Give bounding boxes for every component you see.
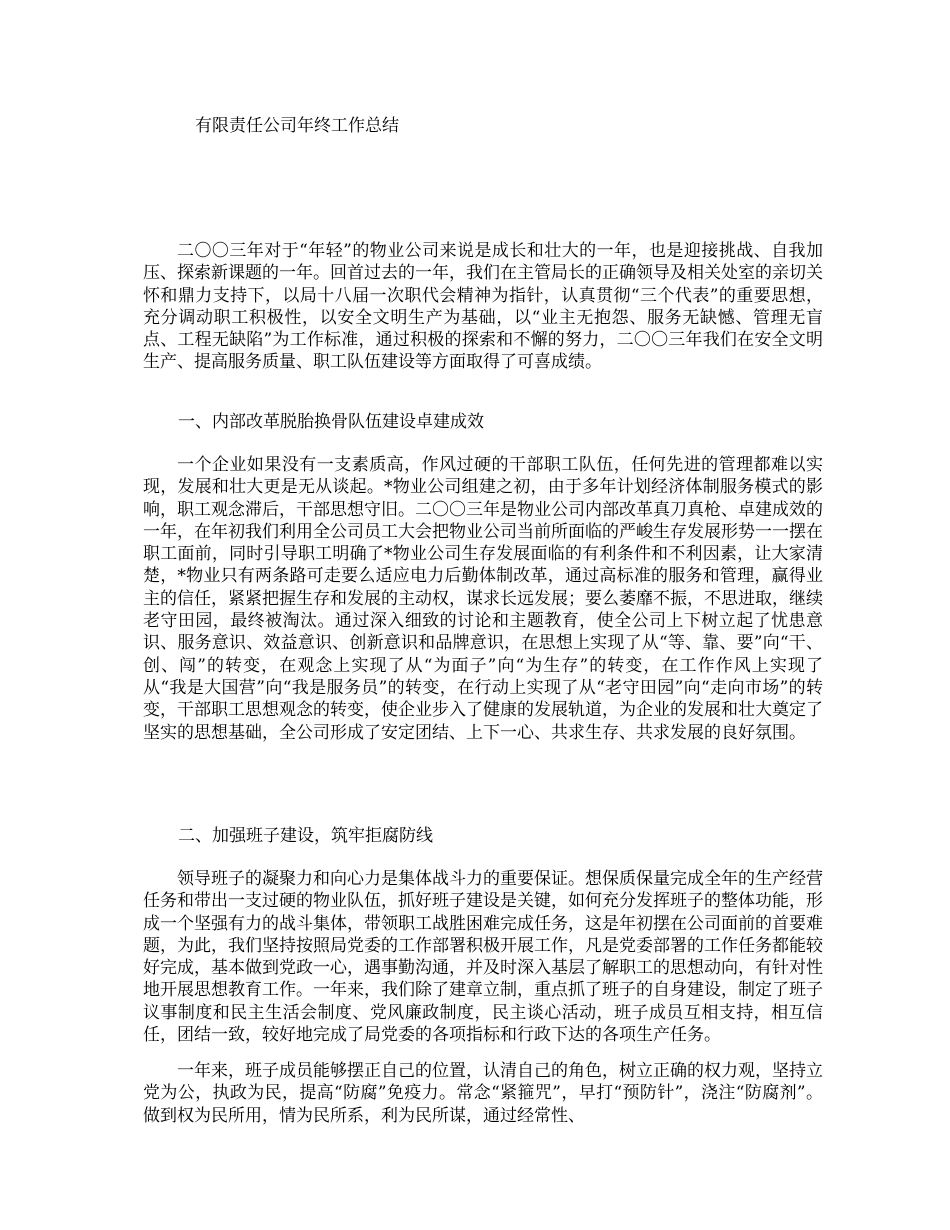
paragraph-section-2-continued: 一年来，班子成员能够摆正自己的位置，认清自己的角色，树立正确的权力观，坚持立党为公，执政为民，提高“防腐”免疫力。常念“紧箍咒”，早打“预防针”，浇注“防腐剂”。做到权为民所用，情为民所系，利为民所谋，通过经常性、 (143, 1061, 823, 1126)
document-title: 有限责任公司年终工作总结 (195, 116, 399, 136)
paragraph-intro: 二〇〇三年对于“年轻”的物业公司来说是成长和壮大的一年，也是迎接挑战、自我加压、探索新课题的一年。回首过去的一年，我们在主管局长的正确领导及相关处室的亲切关怀和鼎力支持下，以局十八届一次职代会精神为指针，认真贯彻“三个代表”的重要思想，充分调动职工积极性，以安全文明生产为基础，以“业主无抱怨、服务无缺憾、管理无盲点、工程无缺陷”为工作标准，通过积极的探索和不懈的努力，二〇〇三年我们在安全文明生产、提高服务质量、职工队伍建设等方面取得了可喜成绩。 (143, 241, 823, 373)
paragraph-section-2: 领导班子的凝聚力和向心力是集体战斗力的重要保证。想保质保量完成全年的生产经营任务和带出一支过硬的物业队伍，抓好班子建设是关键，如何充分发挥班子的整体功能，形成一个坚强有力的战斗集体，带领职工战胜困难完成任务，这是年初摆在公司面前的首要难题，为此，我们坚持按照局党委的工作部署积极开展工作，凡是党委部署的工作任务都能较好完成，基本做到党政一心，遇事勤沟通，并及时深入基层了解职工的思想动向，有针对性地开展思想教育工作。一年来，我们除了建章立制，重点抓了班子的自身建设，制定了班子议事制度和民主生活会制度、党风廉政制度，民主谈心活动，班子成员互相支持，相互信任，团结一致，较好地完成了局党委的各项指标和行政下达的各项生产任务。 (143, 869, 823, 1046)
paragraph-section-1: 一个企业如果没有一支素质高，作风过硬的干部职工队伍，任何先进的管理都难以实现，发展和壮大更是无从谈起。*物业公司组建之初，由于多年计划经济体制服务模式的影响，职工观念滞后，干部思想守旧。二〇〇三年是物业公司内部改革真刀真枪、卓建成效的一年，在年初我们利用全公司员工大会把物业公司当前所面临的严峻生存发展形势一一摆在职工面前，同时引导职工明确了*物业公司生存发展面临的有利条件和不利因素，让大家清楚，*物业只有两条路可走要么适应电力后勤体制改革，通过高标准的服务和管理，赢得业主的信任，紧紧把握生存和发展的主动权，谋求长远发展；要么萎靡不振，不思进取，继续老守田园，最终被淘汰。通过深入细致的讨论和主题教育，使全公司上下树立起了忧患意识、服务意识、效益意识、创新意识和品牌意识，在思想上实现了从“等、靠、要”向“干、创、闯”的转变，在观念上实现了从“为面子”向“为生存”的转变，在工作作风上实现了从“我是大国营”向“我是服务员”的转变，在行动上实现了从“老守田园”向“走向市场”的转变，干部职工思想观念的转变，使企业步入了健康的发展轨道，为企业的发展和壮大奠定了坚实的思想基础，全公司形成了安定团结、上下一心、共求生存、共求发展的良好氛围。 (143, 455, 823, 743)
section-heading-2: 二、加强班子建设，筑牢拒腐防线 (178, 826, 433, 846)
section-heading-1: 一、内部改革脱胎换骨队伍建设卓建成效 (178, 412, 484, 432)
